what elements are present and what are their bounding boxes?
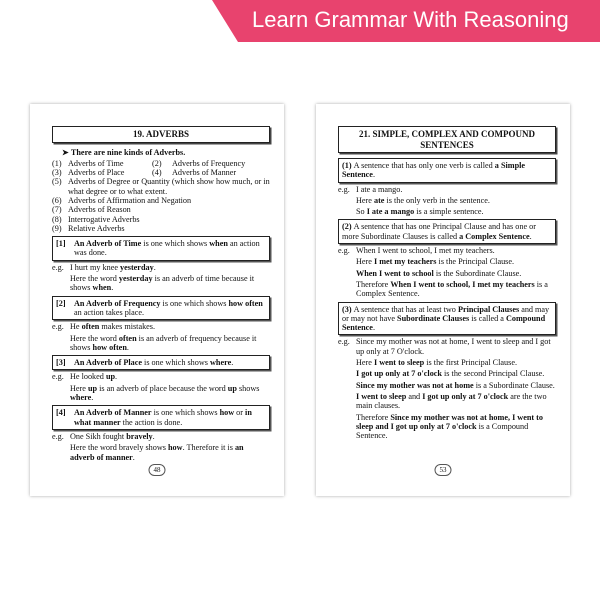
- text-run: .: [529, 231, 532, 241]
- list-item: [52, 196, 270, 205]
- example-line: [338, 337, 556, 356]
- bold-text: often: [118, 333, 137, 343]
- adverb-kinds-list: [52, 159, 270, 233]
- section-number: [2]: [56, 298, 66, 308]
- definition-box: [52, 236, 270, 261]
- list-number: (6): [52, 195, 62, 205]
- text-run: .: [231, 358, 234, 368]
- text-run: is the only verb in the sentence.: [384, 195, 490, 205]
- text-run: Here: [70, 383, 88, 393]
- bold-text: where: [70, 393, 92, 403]
- bold-text: An Adverb of Place: [74, 358, 142, 368]
- page-number: 48: [149, 464, 166, 476]
- text-run: is one which shows: [141, 239, 210, 249]
- section-number: [4]: [56, 408, 66, 418]
- text-run: Here: [356, 257, 374, 267]
- text-run: .: [372, 170, 375, 180]
- explanation-text: [70, 443, 270, 462]
- list-number: (2): [152, 158, 162, 168]
- text-run: Here the word bravely shows: [70, 443, 168, 453]
- text-run: or: [234, 408, 246, 418]
- example-line: [52, 263, 270, 272]
- section-number: (3): [342, 304, 354, 314]
- example-text: [356, 337, 556, 356]
- bold-text: Compound Sentence: [342, 313, 546, 333]
- bold-text: Principal Clauses: [457, 304, 520, 314]
- explanation-text: [356, 196, 556, 205]
- bold-text: up: [87, 383, 98, 393]
- example-label: e.g.: [52, 322, 64, 332]
- bold-text: I met my teachers: [373, 257, 437, 267]
- list-text: Adverbs of Frequency: [172, 158, 246, 168]
- list-number: (1): [52, 158, 62, 168]
- list-text: Relative Adverbs: [68, 223, 125, 233]
- list-text: Adverbs of Time: [68, 158, 124, 168]
- example-line: [52, 372, 270, 381]
- text-run: One Sikh fought: [70, 431, 127, 441]
- list-text: Interrogative Adverbs: [68, 214, 140, 224]
- text-run: is a Complex Sentence.: [356, 279, 548, 299]
- explanation-text: [356, 207, 556, 216]
- text-run: .: [115, 372, 118, 382]
- list-text: Adverbs of Place: [68, 168, 125, 178]
- bold-text: up: [105, 372, 116, 382]
- text-run: Therefore: [356, 279, 391, 289]
- text-run: is the Subordinate Clause.: [433, 268, 522, 278]
- text-run: makes mistakes.: [99, 322, 156, 332]
- text-run: and: [406, 391, 423, 401]
- explanation-text: [356, 381, 556, 390]
- example-line: [338, 246, 556, 255]
- banner-title: Learn Grammar With Reasoning: [252, 7, 569, 32]
- bold-text: up: [227, 383, 237, 393]
- text-run: He looked: [70, 372, 106, 382]
- bold-text: Subordinate Clauses: [397, 313, 470, 323]
- text-run: I hurt my knee: [70, 262, 121, 272]
- example-line: [52, 432, 270, 441]
- explanation-text: [356, 269, 556, 278]
- bold-text: When I went to school, I met my teachers: [390, 279, 535, 289]
- text-run: .: [132, 452, 135, 462]
- bold-text: An Adverb of Time: [74, 239, 142, 249]
- bold-text: I went to sleep: [356, 391, 407, 401]
- chapter-title: 19. ADVERBS: [52, 126, 270, 143]
- text-run: an action takes place.: [74, 307, 145, 317]
- definition-box: [52, 296, 270, 321]
- text-run: is an adverb of time because it shows: [70, 274, 255, 293]
- example-text: [70, 432, 155, 441]
- example-label: e.g.: [52, 262, 64, 272]
- example-label: e.g.: [338, 246, 350, 256]
- text-run: shows: [236, 383, 260, 393]
- example-text: [70, 322, 155, 331]
- definition-text: [74, 239, 266, 258]
- list-number: (5): [52, 177, 62, 187]
- text-run: .: [126, 342, 129, 352]
- text-run: Here: [356, 195, 374, 205]
- text-run: is one which shows: [142, 358, 210, 368]
- text-run: A sentence that has one Principal Clause and has one or more Subordinate Clauses is called: [342, 222, 536, 241]
- text-run: .: [372, 323, 375, 333]
- bold-text: Since my mother was not at home, I went to sleep and I got up only at 7 o'clock: [356, 412, 543, 431]
- bold-text: where: [210, 358, 232, 368]
- list-text: Adverbs of Degree or Quantity (which show how much, or in what degree or to what extent.: [68, 177, 270, 196]
- example-label: e.g.: [52, 372, 64, 382]
- definition-text: [74, 408, 266, 427]
- text-run: Since my mother was not at home, I went to sleep and I got up only at 7 O'clock.: [356, 337, 551, 356]
- bold-text: When I went to school: [356, 268, 434, 278]
- bold-text: yesterday: [120, 262, 154, 272]
- text-run: the action is done.: [120, 417, 183, 427]
- section-number: [1]: [56, 239, 66, 249]
- list-item: [52, 177, 270, 196]
- bold-text: an adverb of manner: [70, 443, 244, 462]
- chapter-title: 21. SIMPLE, COMPLEX AND COMPOUND SENTENCES: [338, 126, 556, 153]
- example-label: e.g.: [338, 184, 350, 194]
- list-item: [52, 224, 270, 233]
- bold-text: I got up only at 7 o'clock: [356, 369, 442, 379]
- text-run: an action was done.: [74, 239, 260, 258]
- example-text: [356, 185, 402, 194]
- list-item: [52, 168, 270, 177]
- example-label: e.g.: [338, 337, 350, 347]
- bold-text: when: [209, 239, 228, 249]
- book-page-left: [30, 104, 284, 496]
- definition-box: [52, 405, 270, 430]
- intro-bullet: ➤ There are nine kinds of Adverbs.: [62, 147, 186, 157]
- definition-box: [52, 355, 270, 370]
- bold-text: Since my mother was not at home: [356, 380, 474, 390]
- page-number: 53: [435, 464, 452, 476]
- bold-text: An Adverb of Manner: [74, 408, 152, 418]
- bold-text: I went to sleep: [373, 358, 425, 368]
- explanation-text: [356, 413, 556, 441]
- bold-text: I ate a mango: [366, 207, 415, 217]
- explanation-text: [70, 274, 270, 293]
- text-run: He: [70, 322, 82, 332]
- text-run: is an adverb of frequency because it shows: [70, 333, 257, 352]
- text-run: A sentence that has at least two: [353, 304, 458, 314]
- book-page-right: [316, 104, 570, 496]
- text-run: . Therefore it is: [182, 443, 235, 453]
- text-run: is one which shows: [151, 408, 220, 418]
- list-number: (7): [52, 205, 62, 215]
- section-number: (1): [342, 161, 354, 170]
- definition-box: [338, 302, 556, 336]
- definition-text: [74, 299, 266, 318]
- text-run: is a Subordinate Clause.: [473, 380, 555, 390]
- text-run: Here: [356, 358, 374, 368]
- text-run: .: [111, 283, 114, 293]
- text-run: is called a: [469, 313, 506, 323]
- text-run: is a Compound Sentence.: [356, 421, 529, 441]
- text-run: is a simple sentence.: [414, 207, 484, 217]
- explanation-text: [356, 280, 556, 299]
- example-text: [70, 263, 156, 272]
- text-run: Therefore: [356, 412, 391, 422]
- bold-text: yesterday: [118, 274, 153, 284]
- text-run: A sentence that has only one verb is called: [353, 161, 495, 170]
- text-run: Here the word: [70, 333, 119, 343]
- bold-text: a Complex Sentence: [459, 231, 530, 241]
- section-number: [3]: [56, 358, 66, 368]
- text-run: I ate a mango.: [356, 184, 403, 194]
- text-run: So: [356, 207, 367, 217]
- text-run: is the first Principal Clause.: [424, 358, 518, 368]
- list-item: [52, 205, 270, 214]
- bold-text: how: [168, 443, 183, 453]
- explanation-text: [356, 369, 556, 378]
- intro-text: There are nine kinds of Adverbs.: [70, 147, 186, 157]
- text-run: and may or may not have: [342, 304, 550, 323]
- text-run: .: [152, 431, 155, 441]
- example-label: e.g.: [52, 431, 64, 441]
- list-number: (8): [52, 214, 62, 224]
- text-run: are the two main clauses.: [356, 391, 547, 411]
- bold-text: I got up only at 7 o'clock: [422, 391, 509, 401]
- bold-text: An Adverb of Frequency: [74, 298, 161, 308]
- definition-box: [338, 158, 556, 183]
- text-run: .: [91, 393, 94, 403]
- text-run: When I went to school, I met my teachers.: [356, 246, 495, 256]
- definition-text: [74, 358, 233, 367]
- list-item: [52, 159, 270, 168]
- list-number: (4): [152, 168, 162, 178]
- bold-text: how often: [228, 298, 263, 308]
- list-text: Adverbs of Affirmation and Negation: [68, 195, 192, 205]
- text-run: is the second Principal Clause.: [441, 369, 545, 379]
- bold-text: bravely: [126, 431, 153, 441]
- explanation-text: [70, 334, 270, 353]
- example-line: [52, 322, 270, 331]
- example-text: [356, 246, 495, 255]
- bold-text: when: [92, 283, 112, 293]
- list-number: (3): [52, 168, 62, 178]
- text-run: is one which shows: [160, 298, 229, 308]
- section-number: (2): [342, 222, 354, 232]
- text-run: Here the word: [70, 274, 119, 284]
- explanation-text: [356, 358, 556, 367]
- text-run: .: [153, 262, 156, 272]
- bold-text: how often: [92, 342, 127, 352]
- example-text: [70, 372, 117, 381]
- bold-text: often: [81, 322, 100, 332]
- adverb-sections: [52, 236, 270, 462]
- text-run: is an adverb of place because the word: [97, 383, 228, 393]
- definition-box: [338, 219, 556, 244]
- sentence-sections: [338, 158, 556, 440]
- list-number: (9): [52, 223, 62, 233]
- list-text: Adverbs of Manner: [172, 168, 237, 178]
- bold-text: ate: [373, 195, 385, 205]
- text-run: is the Principal Clause.: [436, 257, 515, 267]
- bold-text: how: [219, 408, 235, 418]
- example-line: [338, 185, 556, 194]
- list-item: [52, 215, 270, 224]
- explanation-text: [70, 384, 270, 403]
- bold-text: in what manner: [74, 408, 252, 427]
- explanation-text: [356, 257, 556, 266]
- list-text: Adverbs of Reason: [68, 205, 131, 215]
- explanation-text: [356, 392, 556, 411]
- bold-text: a Simple Sentence: [342, 161, 526, 180]
